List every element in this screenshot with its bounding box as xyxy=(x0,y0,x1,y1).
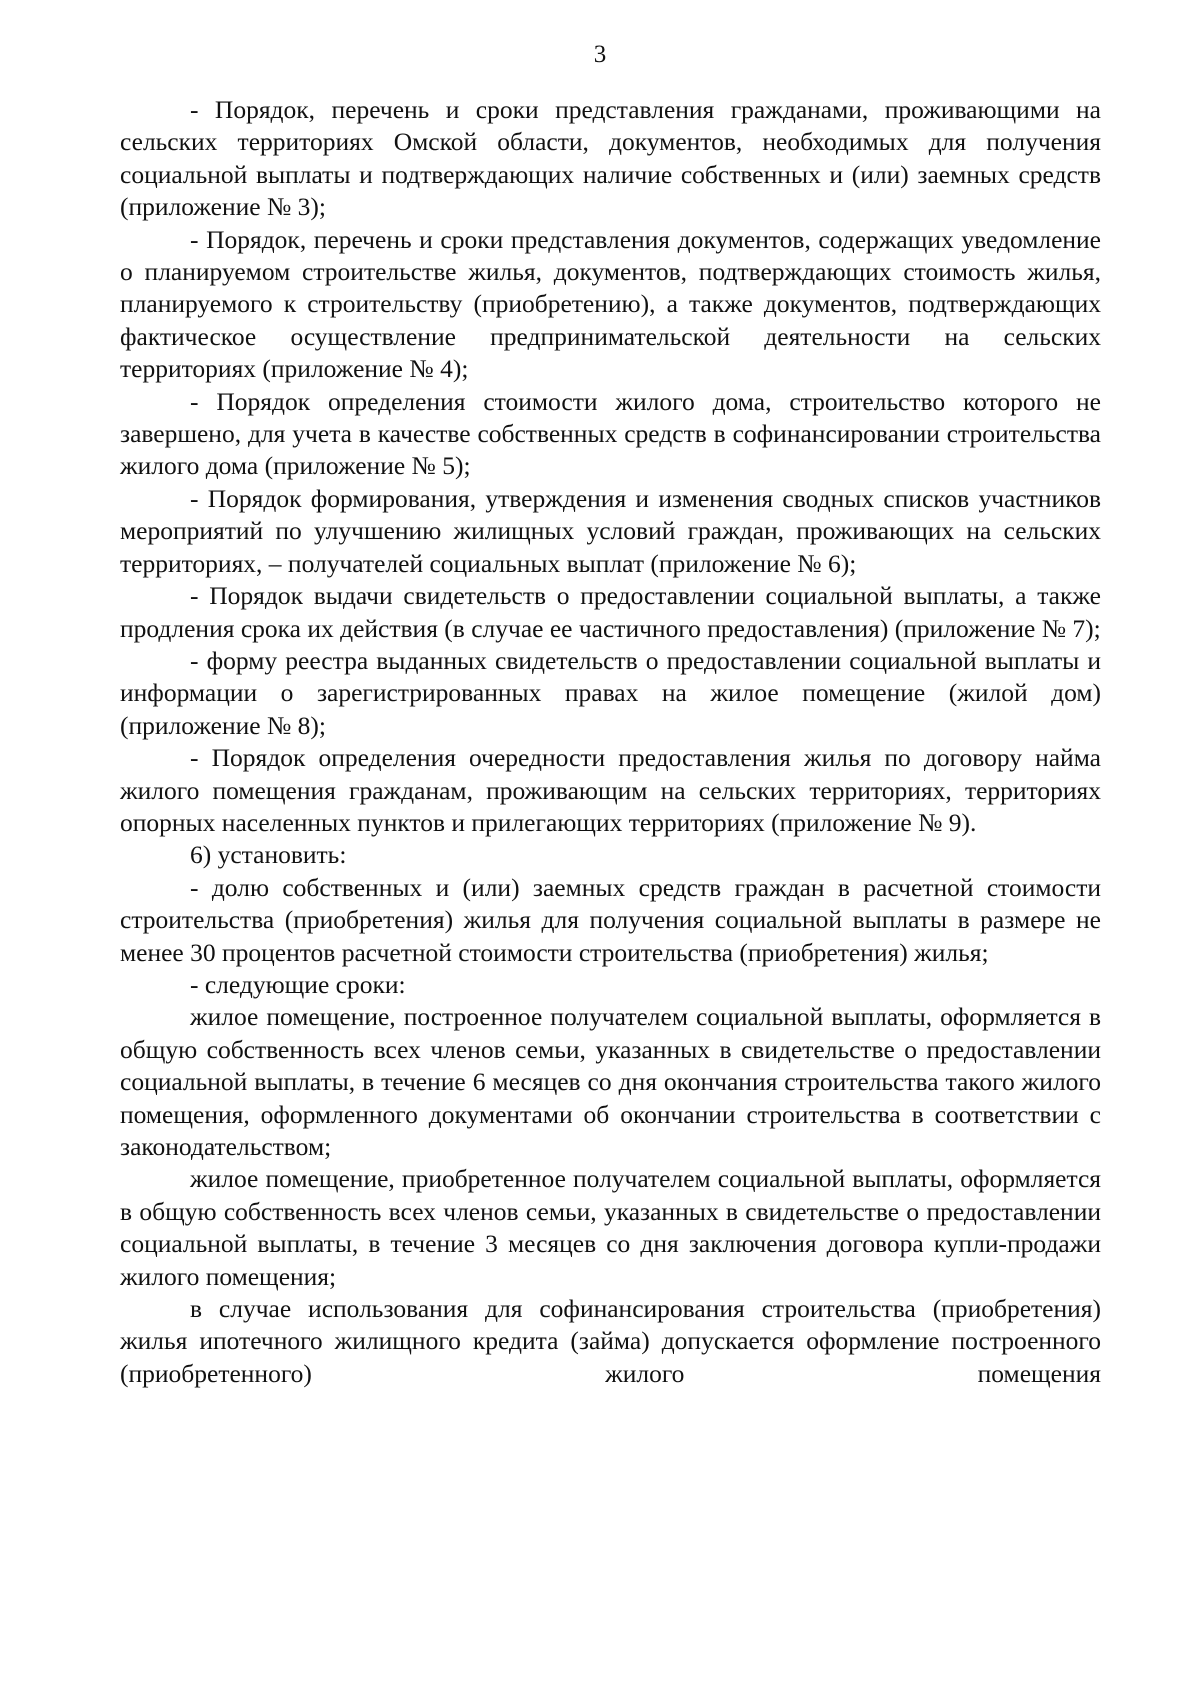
paragraph-item-6: 6) установить: xyxy=(190,840,347,870)
paragraph-appendix-5: - Порядок определения стоимости жилого дома, строительство которого не завершено, для учета в качестве собственных средств в софинансировании строительства жилого дома (приложение № 5); xyxy=(120,386,1101,481)
paragraph-appendix-3: - Порядок, перечень и сроки представления гражданами, проживающими на сельских территориях Омской области, документов, необходимых для получения социальной выплаты и подтверждающих наличие собственных и (или) заемных средств (приложение № 3); xyxy=(120,95,1101,222)
paragraph-built-housing: жилое помещение, построенное получателем социальной выплаты, оформляется в общую собственность всех членов семьи, указанных в свидетельстве о предоставлении социальной выплаты, в течение 6 месяцев со дня окончания строительства такого жилого помещения, оформленного документами об окончании строительства в соответствии с законодательством; xyxy=(120,1002,1101,1161)
paragraph-appendix-4: - Порядок, перечень и сроки представления документов, содержащих уведомление о планируемом строительстве жилья, документов, подтверждающих стоимость жилья, планируемого к строительству (приобретению), а также документов, подтверждающих фактическое осуществление предпринимательской деятельности на сельских территориях (приложение № 4); xyxy=(120,224,1101,384)
paragraph-appendix-8: - форму реестра выданных свидетельств о предоставлении социальной выплаты и информации о зарегистрированных правах на жилое помещение (жилой дом) (приложение № 8); xyxy=(120,645,1101,740)
paragraph-purchased-housing: жилое помещение, приобретенное получателем социальной выплаты, оформляется в общую собственность всех членов семьи, указанных в свидетельстве о предоставлении социальной выплаты, в течение 3 месяцев со дня заключения договора купли-продажи жилого помещения; xyxy=(120,1164,1101,1291)
paragraph-appendix-7: - Порядок выдачи свидетельств о предоставлении социальной выплаты, а также продления срока их действия (в случае ее частичного предоставления) (приложение № 7); xyxy=(120,581,1101,643)
paragraph-appendix-6: - Порядок формирования, утверждения и изменения сводных списков участников мероприятий по улучшению жилищных условий граждан, проживающих на сельских территориях, – получателей социальных выплат (приложение № 6); xyxy=(120,483,1101,578)
paragraph-appendix-9: - Порядок определения очередности предоставления жилья по договору найма жилого помещения гражданам, проживающим на сельских территориях, территориях опорных населенных пунктов и прилегающих территориях (приложение № 9). xyxy=(120,743,1101,837)
paragraph-mortgage: в случае использования для софинансирования строительства (приобретения) жилья ипотечного жилищного кредита (займа) допускается оформление построенного (приобретенного) жилого помещения xyxy=(120,1294,1101,1388)
paragraph-deadlines: - следующие сроки: xyxy=(190,969,406,999)
page-number: 3 xyxy=(593,41,607,68)
document-body xyxy=(120,94,1101,1390)
paragraph-own-funds-share: - долю собственных и (или) заемных средств граждан в расчетной стоимости строительства (приобретения) жилья для получения социальной выплаты в размере не менее 30 процентов расчетной стоимости строительства (приобретения) жилья; xyxy=(120,872,1101,967)
